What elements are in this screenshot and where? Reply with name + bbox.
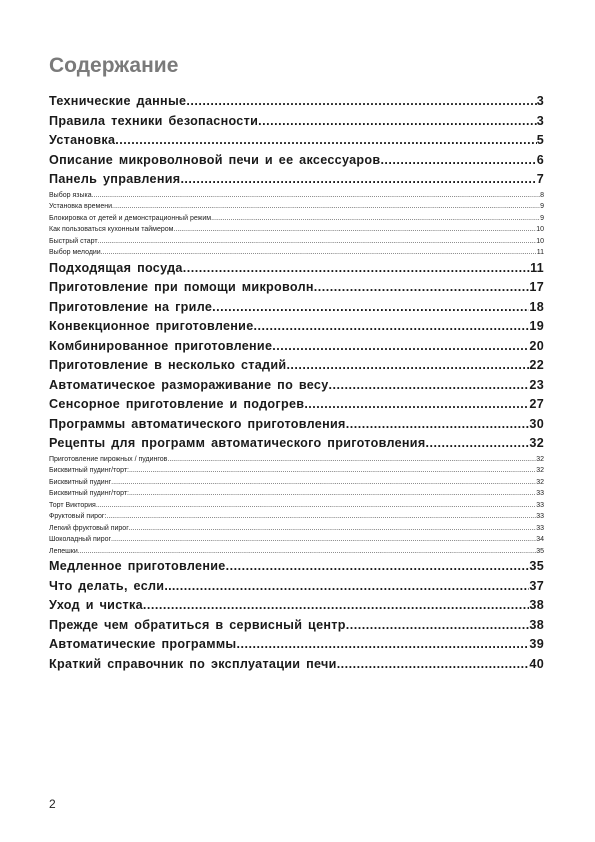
toc-entry[interactable] bbox=[49, 280, 544, 300]
dot-leader bbox=[180, 172, 536, 186]
toc-subentry[interactable] bbox=[49, 548, 544, 560]
toc-entry-page: 18 bbox=[529, 299, 544, 314]
dot-leader bbox=[186, 94, 536, 108]
dot-leader bbox=[272, 339, 529, 353]
toc-entry-title: Правила техники безопасности bbox=[49, 113, 259, 128]
toc-entry[interactable] bbox=[49, 559, 544, 579]
toc-entry-page: 38 bbox=[529, 617, 544, 632]
toc-entry-title: Программы автоматического приготовления bbox=[49, 416, 346, 431]
page-title: Содержание bbox=[49, 54, 179, 77]
toc-subentry[interactable] bbox=[49, 479, 544, 491]
dot-leader bbox=[211, 215, 540, 222]
toc-entry[interactable] bbox=[49, 397, 544, 417]
toc-entry-title: Приготовление на гриле bbox=[49, 299, 213, 314]
toc-subentry[interactable] bbox=[49, 226, 544, 238]
dot-leader bbox=[426, 436, 530, 450]
dot-leader bbox=[129, 490, 536, 497]
toc-entry[interactable] bbox=[49, 358, 544, 378]
toc-entry[interactable] bbox=[49, 114, 544, 134]
toc-subentry[interactable] bbox=[49, 490, 544, 502]
page-number: 2 bbox=[49, 797, 56, 811]
toc-entry-page: 7 bbox=[536, 172, 544, 186]
toc-entry-title: Рецепты для программ автоматического приготовления bbox=[49, 436, 426, 450]
dot-leader bbox=[226, 559, 530, 573]
toc-entry-title: Бисквитный пудинг/торт: bbox=[49, 490, 129, 497]
toc-subentry[interactable] bbox=[49, 238, 544, 250]
toc-entry-title: Как пользоваться кухонным таймером bbox=[49, 226, 174, 233]
toc-entry-title: Конвекционное приготовление bbox=[49, 319, 254, 333]
toc-entry-title: Бисквитный пудинг/торт: bbox=[49, 467, 129, 474]
toc-entry[interactable] bbox=[49, 261, 544, 281]
toc-entry-title: Технические данные bbox=[49, 94, 187, 108]
toc-entry-page: 11 bbox=[536, 249, 544, 256]
toc-entry-page: 30 bbox=[529, 416, 544, 431]
toc-entry-page: 3 bbox=[536, 94, 544, 108]
toc-subentry[interactable] bbox=[49, 513, 544, 525]
toc-entry[interactable] bbox=[49, 153, 544, 173]
toc-entry-title: Приготовление пирожных / пудингов bbox=[49, 455, 168, 463]
dot-leader bbox=[304, 397, 529, 411]
toc-entry-page: 37 bbox=[529, 578, 544, 593]
dot-leader bbox=[237, 637, 530, 651]
toc-entry[interactable] bbox=[49, 436, 544, 456]
toc-subentry[interactable] bbox=[49, 203, 544, 215]
toc-entry-page: 5 bbox=[536, 133, 544, 147]
toc-entry-title: Описание микроволновой печи и ее аксессуаров bbox=[49, 152, 381, 167]
toc-entry-page: 35 bbox=[536, 547, 544, 555]
toc-entry-page: 6 bbox=[536, 152, 544, 167]
toc-entry[interactable] bbox=[49, 598, 544, 618]
toc-entry-page: 39 bbox=[529, 637, 544, 651]
toc-entry-title: Приготовление при помощи микроволн bbox=[49, 280, 314, 294]
toc-entry-title: Торт Виктория bbox=[49, 501, 96, 509]
toc-entry-page: 32 bbox=[536, 467, 544, 474]
toc-entry-title: Подходящая посуда bbox=[49, 260, 183, 275]
toc-subentry[interactable] bbox=[49, 467, 544, 479]
toc-subentry[interactable] bbox=[49, 249, 544, 261]
dot-leader bbox=[258, 114, 537, 128]
toc-entry-page: 23 bbox=[529, 377, 544, 392]
dot-leader bbox=[173, 226, 536, 233]
toc-entry-title: Комбинированное приготовление bbox=[49, 338, 273, 353]
toc-entry-title: Блокировка от детей и демонстрационный режим bbox=[49, 214, 212, 222]
toc-subentry[interactable] bbox=[49, 536, 544, 548]
toc-subentry[interactable] bbox=[49, 525, 544, 537]
dot-leader bbox=[337, 657, 530, 671]
dot-leader bbox=[167, 456, 536, 463]
dot-leader bbox=[346, 417, 530, 431]
toc-entry-title: Бисквитный пудинг bbox=[49, 478, 112, 486]
dot-leader bbox=[78, 548, 536, 555]
toc-entry-title: Выбор мелодии bbox=[49, 249, 101, 256]
toc-entry[interactable] bbox=[49, 300, 544, 320]
table-of-contents bbox=[49, 94, 544, 676]
toc-entry-page: 8 bbox=[540, 191, 544, 199]
toc-entry-title: Автоматическое размораживание по весу bbox=[49, 377, 329, 392]
toc-entry-page: 17 bbox=[529, 280, 544, 294]
toc-entry-title: Шоколадный пирог bbox=[49, 536, 112, 543]
toc-entry[interactable] bbox=[49, 657, 544, 677]
toc-entry[interactable] bbox=[49, 172, 544, 192]
dot-leader bbox=[92, 192, 541, 199]
toc-entry-title: Краткий справочник по эксплуатации печи bbox=[49, 656, 337, 671]
toc-entry-title: Фруктовый пирог: bbox=[49, 513, 107, 520]
toc-entry-title: Выбор языка bbox=[49, 191, 92, 199]
toc-entry-page: 33 bbox=[536, 501, 544, 509]
toc-entry-page: 11 bbox=[530, 260, 544, 275]
toc-entry-title: Быстрый старт bbox=[49, 237, 98, 245]
toc-subentry[interactable] bbox=[49, 502, 544, 514]
toc-entry-title: Легкий фруктовый пирог bbox=[49, 524, 129, 532]
dot-leader bbox=[212, 300, 529, 314]
toc-entry-page: 9 bbox=[540, 203, 544, 210]
toc-entry-title: Панель управления bbox=[49, 172, 181, 186]
dot-leader bbox=[98, 238, 537, 245]
toc-entry[interactable] bbox=[49, 319, 544, 339]
dot-leader bbox=[96, 502, 536, 509]
toc-entry-title: Лепешки bbox=[49, 547, 78, 555]
toc-entry-title: Установка bbox=[49, 133, 116, 147]
dot-leader bbox=[112, 203, 540, 210]
toc-entry-page: 34 bbox=[536, 536, 544, 543]
toc-entry-page: 20 bbox=[529, 338, 544, 353]
toc-entry[interactable] bbox=[49, 339, 544, 359]
toc-entry[interactable] bbox=[49, 378, 544, 398]
dot-leader bbox=[329, 378, 530, 392]
dot-leader bbox=[254, 319, 530, 333]
toc-entry-title: Сенсорное приготовление и подогрев bbox=[49, 397, 305, 411]
toc-entry-page: 38 bbox=[529, 598, 544, 612]
toc-entry-page: 33 bbox=[536, 524, 544, 532]
dot-leader bbox=[106, 513, 536, 520]
dot-leader bbox=[314, 280, 530, 294]
toc-entry-page: 19 bbox=[529, 319, 544, 333]
toc-entry-page: 32 bbox=[529, 436, 544, 450]
dot-leader bbox=[183, 261, 530, 275]
toc-entry-page: 10 bbox=[536, 226, 544, 233]
toc-entry[interactable] bbox=[49, 94, 544, 114]
dot-leader bbox=[129, 525, 536, 532]
toc-entry-title: Что делать, если... bbox=[49, 578, 176, 593]
toc-entry[interactable] bbox=[49, 618, 544, 638]
dot-leader bbox=[143, 598, 529, 612]
toc-entry-page: 27 bbox=[529, 397, 544, 411]
toc-entry-page: 32 bbox=[536, 478, 544, 486]
dot-leader bbox=[111, 536, 536, 543]
toc-entry[interactable] bbox=[49, 579, 544, 599]
toc-subentry[interactable] bbox=[49, 456, 544, 468]
toc-entry-title: Медленное приготовление bbox=[49, 559, 226, 573]
toc-entry-title: Прежде чем обратиться в сервисный центр bbox=[49, 617, 346, 632]
dot-leader bbox=[286, 358, 529, 372]
toc-subentry[interactable] bbox=[49, 215, 544, 227]
toc-entry-page: 22 bbox=[529, 358, 544, 372]
toc-entry-title: Установка времени bbox=[49, 203, 113, 210]
toc-entry-page: 35 bbox=[529, 559, 544, 573]
toc-entry-page: 32 bbox=[536, 455, 544, 463]
toc-subentry[interactable] bbox=[49, 192, 544, 204]
toc-entry-page: 3 bbox=[536, 113, 544, 128]
toc-entry-page: 10 bbox=[536, 237, 544, 245]
toc-entry-page: 40 bbox=[529, 656, 544, 671]
toc-entry-page: 33 bbox=[536, 490, 544, 497]
dot-leader bbox=[101, 249, 537, 256]
dot-leader bbox=[111, 479, 536, 486]
dot-leader bbox=[129, 467, 536, 474]
toc-entry[interactable] bbox=[49, 417, 544, 437]
toc-entry[interactable] bbox=[49, 637, 544, 657]
toc-entry-title: Автоматические программы bbox=[49, 637, 237, 651]
toc-entry-title: Уход и чистка bbox=[49, 598, 143, 612]
toc-entry-page: 33 bbox=[536, 513, 544, 520]
dot-leader bbox=[176, 579, 530, 593]
toc-entry[interactable] bbox=[49, 133, 544, 153]
dot-leader bbox=[380, 153, 536, 167]
dot-leader bbox=[115, 133, 536, 147]
toc-entry-title: Приготовление в несколько стадий bbox=[49, 358, 287, 372]
toc-entry-page: 9 bbox=[540, 214, 544, 222]
dot-leader bbox=[346, 618, 530, 632]
